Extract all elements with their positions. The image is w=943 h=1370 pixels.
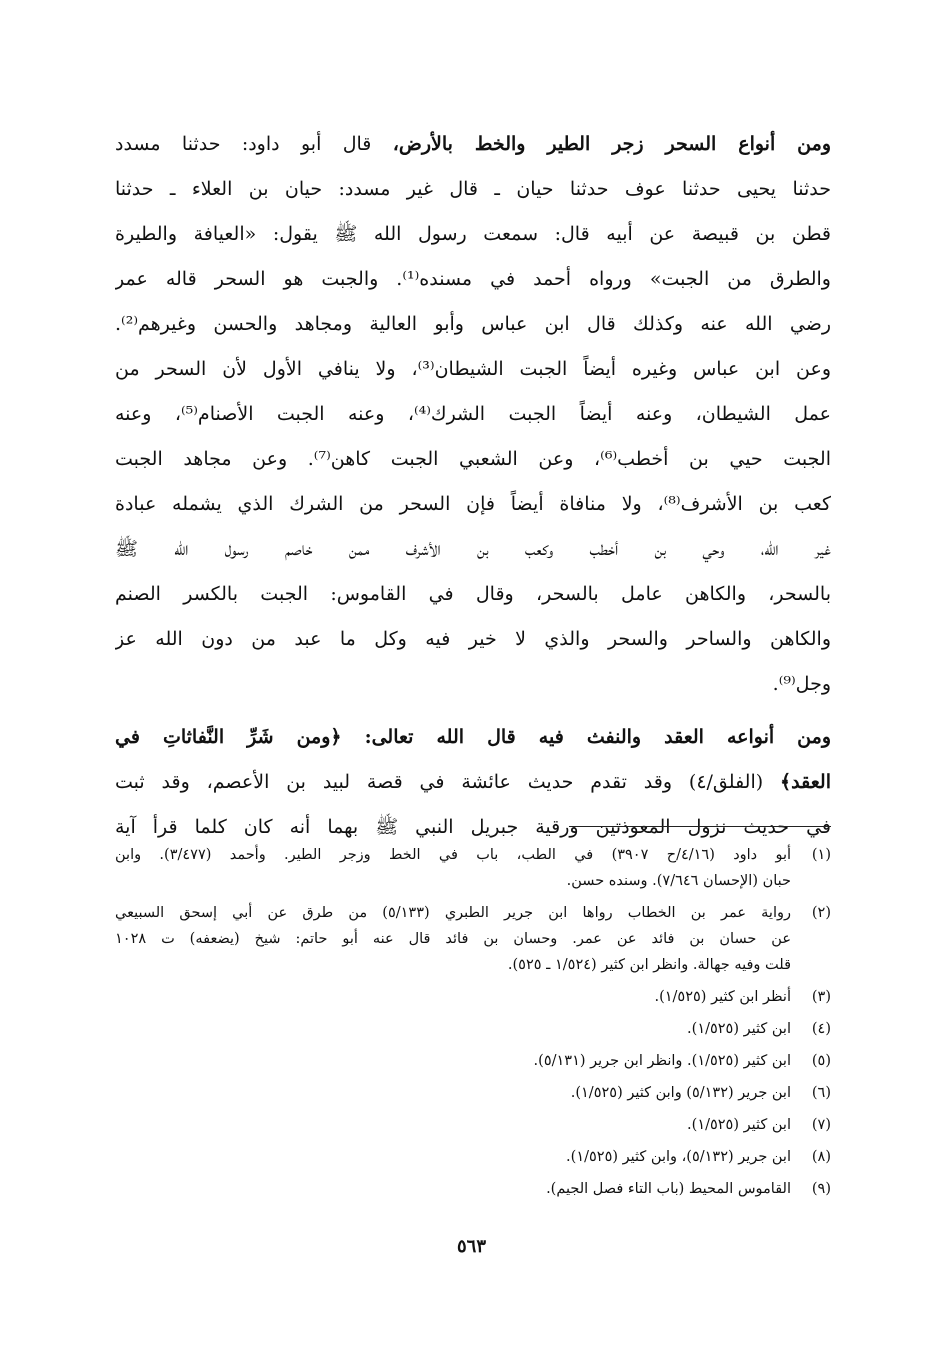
footnote-line: رواية عمر بن الخطاب رواها ابن جرير الطبري (٥/١٣٣) من طرق عن أبي إسحق السبيعي [115,905,791,921]
footnote [115,1176,831,1202]
quran-verse-end: العقد﴾ [780,771,831,793]
paragraph-1-line: عمل الشيطان، وعنه أيضاً الجبت الشرك⁽⁴⁾، وعنه الجبت الأصنام⁽⁵⁾، وعنه [115,403,831,425]
paragraph-1-line: الجبت حيي بن أخطب⁽⁶⁾، وعن الشعبي الجبت كاهن⁽⁷⁾. وعن مجاهد الجبت [115,448,831,470]
footnote-number: (٤) [811,1021,831,1037]
main-text [115,122,831,850]
paragraph-1-line: بالسحر، والكاهن عامل بالسحر، وقال في القاموس: الجبت بالكسر الصنم [115,583,831,605]
paragraph-2-line-1: ومن أنواعه العقد والنفث فيه قال الله تعالى: ﴿ومن شَرِّ النَّفاثاتِ في [115,726,831,748]
footnote-number: (٧) [811,1117,831,1133]
footnote-number: (٥) [811,1053,831,1069]
paragraph-1-line: كعب بن الأشرف⁽⁸⁾، ولا منافاة أيضاً فإن السحر من الشرك الذي يشمله عبادة [115,493,831,515]
footnote-line: حبان (الإحسان ٧/٦٤٦). وسنده حسن. [566,873,791,889]
footnote-number: (٨) [811,1149,831,1165]
paragraph-2-line-2 [115,760,831,805]
footnote-line: ابن كثير (١/٥٢٥). [687,1117,791,1133]
paragraph-1-line: حدثنا يحيى حدثنا عوف حدثنا حيان ـ قال غير مسدد: حيان بن العلاء ـ حدثنا [115,178,831,200]
paragraph-1-line: والطرق من الجبت» ورواه أحمد في مسنده⁽¹⁾. والجبت هو السحر قاله عمر [115,268,831,290]
footnote-number: (٢) [811,905,831,921]
text-run: (الفلق/٤) وقد تقدم حديث عائشة في قصة لبيد بن الأعصم، وقد ثبت [115,771,764,793]
footnote-number: (٩) [811,1181,831,1197]
paragraph-1-line: وجل⁽⁹⁾. [772,673,831,695]
footnote-number: (٣) [811,989,831,1005]
footnote [115,842,831,894]
footnote-separator [569,826,831,827]
footnote-line: ابن جرير (٥/١٣٢)، وابن كثير (١/٥٢٥). [566,1149,791,1165]
footnote-line: عن حسان بن فائد عن عمر. وحسان بن فائد قال عنه أبو حاتم: شيخ (يضعفه) ت ١٠٢٨ [115,931,791,947]
footnote [115,1016,831,1042]
paragraph-1-line: رضي الله عنه وكذلك قال ابن عباس وأبو العالية ومجاهد والحسن وغيرهم⁽²⁾. [115,313,831,335]
section-lead-heading: ومن أنواع السحر زجر الطير والخط بالأرض، [392,133,831,155]
footnote-number: (١) [811,847,831,863]
paragraph-1-line: وعن ابن عباس وغيره أيضاً الجبت الشيطان⁽³⁾، ولا ينافي الأول لأن السحر من [115,358,831,380]
paragraph-gap [115,707,831,715]
footnote-line: ابن كثير (١/٥٢٥). وانظر ابن جرير (٥/١٣١). [533,1053,791,1069]
footnote-line: القاموس المحيط (باب التاء فصل الجيم). [546,1181,791,1197]
page-number: ٥٦٣ [456,1236,486,1257]
paragraph-1-line: قطن بن قبيصة عن أبيه قال: سمعت رسول الله ﷺ يقول: «العيافة والطيرة [115,223,831,245]
footnote [115,900,831,978]
footnote-line: ابن كثير (١/٥٢٥). [687,1021,791,1037]
footnote [115,1144,831,1170]
footnote [115,1080,831,1106]
footnote [115,984,831,1010]
paragraph-1-line: والكاهن والساحر والسحر والذي لا خير فيه وكل ما عبد من دون الله عز [115,628,831,650]
footnote [115,1112,831,1138]
footnote-line: أبو داود (٤/١٦/ح ٣٩٠٧) في الطب، باب في الخط وزجر الطير. وأحمد (٣/٤٧٧). وابن [115,847,791,863]
paragraph-2-line-3: في حديث نزول المعوذتين ورقية جبريل النبي ﷺ بهما أنه كان كلما قرأ آية [115,816,831,838]
footnotes [115,842,831,1202]
footnote-number: (٦) [811,1085,831,1101]
paragraph-1-line-1 [115,122,831,167]
footnote-line: ابن جرير (٥/١٣٢) وابن كثير (١/٥٢٥). [570,1085,791,1101]
footnote [115,1048,831,1074]
footnote-line: أنظر ابن كثير (١/٥٢٥). [654,989,791,1005]
text-run: قال أبو داود: حدثنا مسدد [115,133,372,155]
footnote-line: قلت وفيه جهالة. وانظر ابن كثير (١/٥٢٤ ـ ٥٢٥). [507,957,791,973]
paragraph-1-line: غير الله، وحي بن أخطب وكعب بن الأشرف ممن خاصم رسول الله ﷺ [115,538,831,560]
